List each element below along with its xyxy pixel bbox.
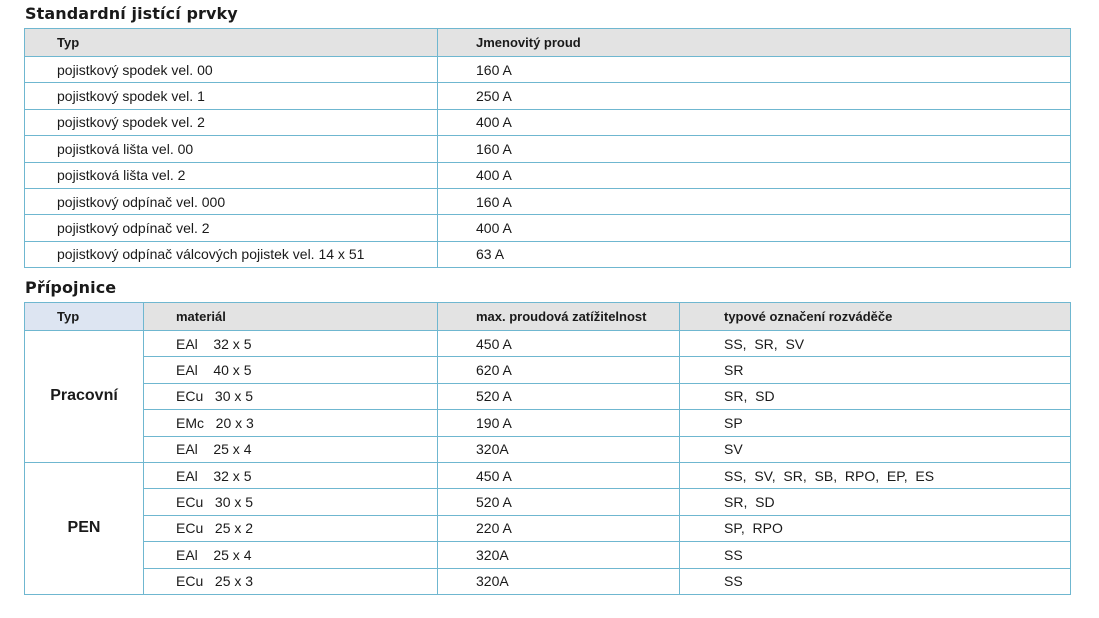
column-header-typ: Typ [25, 303, 144, 331]
table-row [25, 331, 1071, 357]
cell-zatizitelnost: 320A [438, 542, 680, 568]
cell-proud: 400 A [438, 162, 1071, 188]
cell-oznaceni: SV [680, 436, 1071, 462]
cell-material: EAl 32 x 5 [144, 462, 438, 488]
table-row [25, 462, 1071, 488]
cell-oznaceni: SS [680, 568, 1071, 594]
table-row [25, 489, 1071, 515]
column-header-jmenovity-proud: Jmenovitý proud [438, 29, 1071, 57]
cell-zatizitelnost: 190 A [438, 410, 680, 436]
cell-zatizitelnost: 620 A [438, 357, 680, 383]
column-header-zatizitelnost: max. proudová zatížitelnost [438, 303, 680, 331]
cell-typ: pojistkový spodek vel. 1 [25, 83, 438, 109]
cell-zatizitelnost: 320A [438, 568, 680, 594]
cell-proud: 160 A [438, 188, 1071, 214]
cell-typ: pojistkový spodek vel. 2 [25, 109, 438, 135]
cell-zatizitelnost: 520 A [438, 489, 680, 515]
cell-oznaceni: SS, SR, SV [680, 331, 1071, 357]
table-header-row [25, 29, 1071, 57]
section-title-protective-devices: Standardní jistící prvky [25, 4, 238, 23]
cell-material: ECu 30 x 5 [144, 383, 438, 409]
cell-oznaceni: SR, SD [680, 383, 1071, 409]
cell-oznaceni: SR, SD [680, 489, 1071, 515]
table-row [25, 57, 1071, 83]
cell-zatizitelnost: 320A [438, 436, 680, 462]
cell-proud: 400 A [438, 215, 1071, 241]
cell-oznaceni: SP [680, 410, 1071, 436]
cell-proud: 63 A [438, 241, 1071, 267]
table-row [25, 568, 1071, 594]
cell-zatizitelnost: 450 A [438, 462, 680, 488]
table-row [25, 136, 1071, 162]
table-row [25, 542, 1071, 568]
cell-oznaceni: SR [680, 357, 1071, 383]
table-row [25, 83, 1071, 109]
cell-oznaceni: SS [680, 542, 1071, 568]
cell-typ: pojistkový odpínač válcových pojistek vel. 14 x 51 [25, 241, 438, 267]
cell-oznaceni: SS, SV, SR, SB, RPO, EP, ES [680, 462, 1071, 488]
table-header-row [25, 303, 1071, 331]
cell-proud: 250 A [438, 83, 1071, 109]
table-row [25, 215, 1071, 241]
cell-typ: pojistkový odpínač vel. 2 [25, 215, 438, 241]
cell-zatizitelnost: 450 A [438, 331, 680, 357]
table-row [25, 383, 1071, 409]
cell-zatizitelnost: 520 A [438, 383, 680, 409]
column-header-material: materiál [144, 303, 438, 331]
cell-typ: pojistková lišta vel. 00 [25, 136, 438, 162]
table-row [25, 162, 1071, 188]
table-row [25, 436, 1071, 462]
table-row [25, 410, 1071, 436]
table-row [25, 241, 1071, 267]
cell-proud: 400 A [438, 109, 1071, 135]
group-label-pracovni: Pracovní [25, 331, 144, 463]
cell-material: ECu 25 x 2 [144, 515, 438, 541]
table-row [25, 109, 1071, 135]
cell-material: EAl 25 x 4 [144, 436, 438, 462]
section-title-busbars: Přípojnice [25, 278, 117, 297]
cell-typ: pojistková lišta vel. 2 [25, 162, 438, 188]
cell-material: EAl 40 x 5 [144, 357, 438, 383]
cell-zatizitelnost: 220 A [438, 515, 680, 541]
cell-material: ECu 25 x 3 [144, 568, 438, 594]
table-row [25, 357, 1071, 383]
cell-material: EAl 32 x 5 [144, 331, 438, 357]
column-header-oznaceni: typové označení rozváděče [680, 303, 1071, 331]
column-header-typ: Typ [25, 29, 438, 57]
cell-typ: pojistkový odpínač vel. 000 [25, 188, 438, 214]
table-row [25, 515, 1071, 541]
cell-typ: pojistkový spodek vel. 00 [25, 57, 438, 83]
cell-material: EAl 25 x 4 [144, 542, 438, 568]
cell-oznaceni: SP, RPO [680, 515, 1071, 541]
cell-proud: 160 A [438, 57, 1071, 83]
protective-devices-table [24, 28, 1071, 268]
group-label-pen: PEN [25, 462, 144, 594]
cell-material: ECu 30 x 5 [144, 489, 438, 515]
cell-material: EMc 20 x 3 [144, 410, 438, 436]
busbars-table [24, 302, 1071, 595]
table-row [25, 188, 1071, 214]
cell-proud: 160 A [438, 136, 1071, 162]
